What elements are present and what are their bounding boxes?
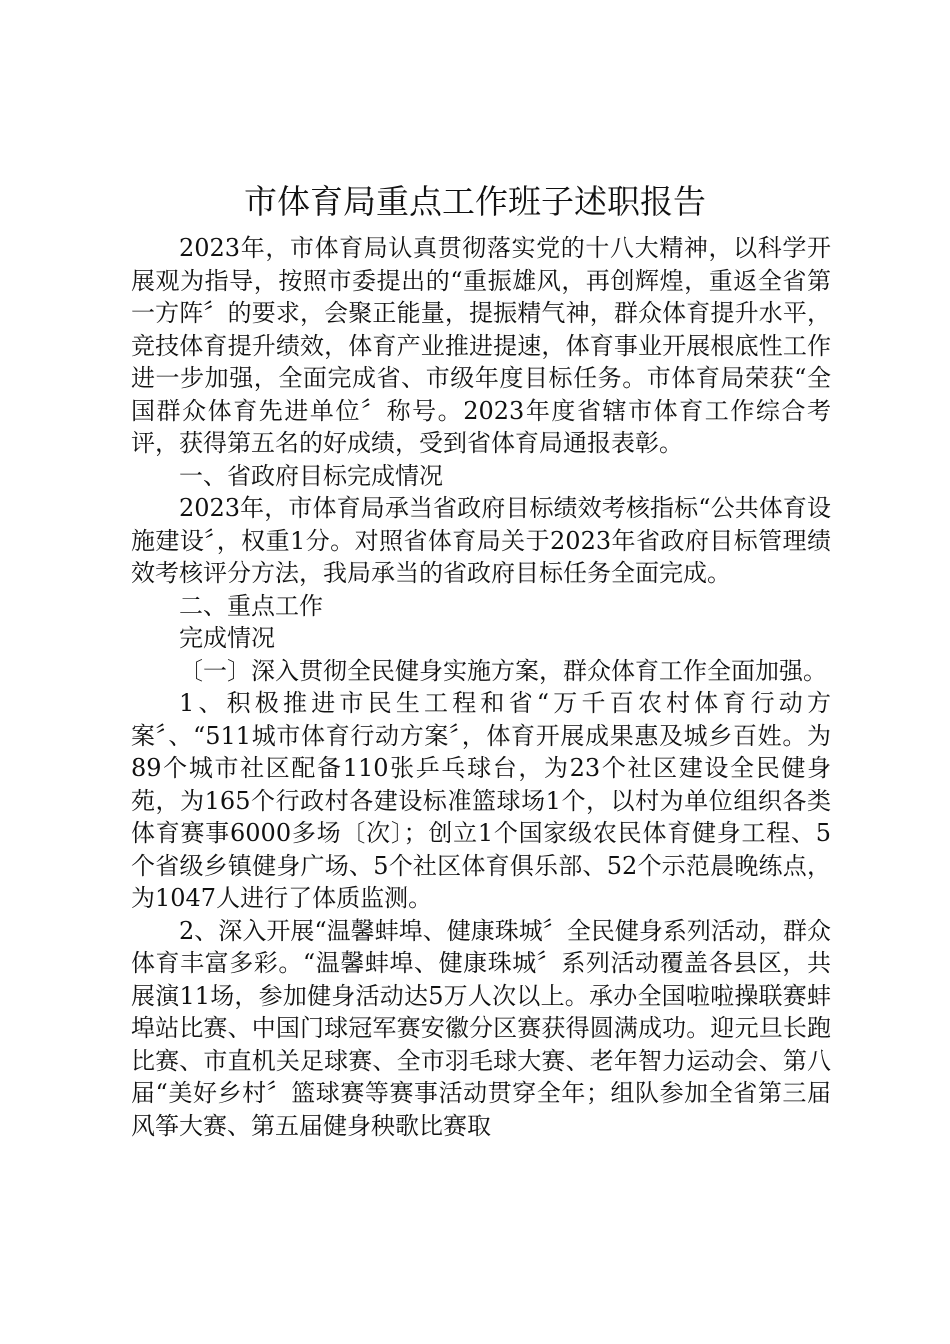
paragraph-provincial-goals: 2023年，市体育局承当省政府目标绩效考核指标“公共体育设施建设〞，权重1分。对照省体育局关于2023年省政府目标管理绩效考核评分方法，我局承当的省政府目标任务全面完成。 xyxy=(131,494,831,587)
paragraph-item-1: 1、积极推进市民生工程和省“万千百农村体育行动方案〞、“511城市体育行动方案〞，体育开展成果惠及城乡百姓。为89个城市社区配备110张乒乓球台，为23个社区建设全民健身苑，为165个行政村各建设标准篮球场1个，以村为单位组织各类体育赛事6000多场〔次〕；创立1个国家级农民体育健身工程、5个省级乡镇健身广场、5个社区体育俱乐部、52个示范晨晚练点，为1047人进行了体质监测。 xyxy=(131,689,831,912)
section-heading-provincial-goals: 一、省政府目标完成情况 xyxy=(179,461,443,490)
document-title: 市体育局重点工作班子述职报告 xyxy=(244,182,706,221)
subsection-heading-mass-sports: 〔一〕深入贯彻全民健身实施方案，群众体育工作全面加强。 xyxy=(179,656,827,685)
paragraph-item-2: 2、深入开展“温馨蚌埠、健康珠城〞全民健身系列活动，群众体育丰富多彩。“温馨蚌埠、健康珠城〞系列活动覆盖各县区，共展演11场，参加健身活动达5万人次以上。承办全国啦啦操联赛蚌埠站比赛、中国门球冠军赛安徽分区赛获得圆满成功。迎元旦长跑比赛、市直机关足球赛、全市羽毛球大赛、老年智力运动会、第八届“美好乡村〞篮球赛等赛事活动贯穿全年；组队参加全省第三届风筝大赛、第五届健身秧歌比赛取 xyxy=(131,916,831,1140)
section-heading-key-work: 二、重点工作 xyxy=(179,591,323,620)
paragraph-intro: 2023年，市体育局认真贯彻落实党的十八大精神，以科学开展观为指导，按照市委提出的“重振雄风，再创辉煌，重返全省第一方阵〞的要求，会聚正能量，提振精气神，群众体育提升水平，竞技体育提升绩效，体育产业推进提速，体育事业开展根底性工作进一步加强，全面完成省、市级年度目标任务。市体育局荣获“全国群众体育先进单位〞称号。2023年度省辖市体育工作综合考评，获得第五名的好成绩，受到省体育局通报表彰。 xyxy=(131,234,831,457)
document-body xyxy=(131,232,831,1142)
subheading-completion: 完成情况 xyxy=(179,624,275,652)
